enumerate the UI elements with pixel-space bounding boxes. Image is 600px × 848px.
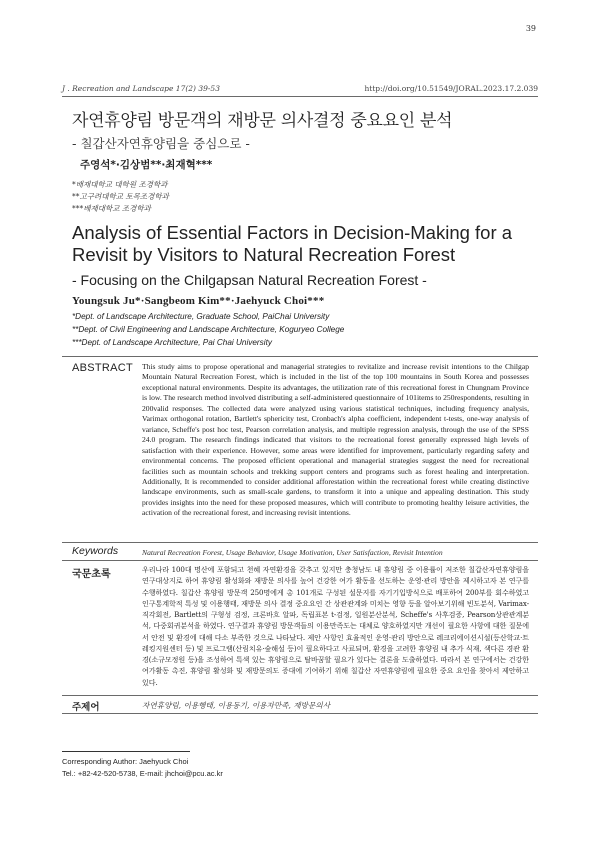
page-number: 39 [525, 24, 536, 33]
running-header [62, 84, 538, 93]
keywords-label: Keywords [72, 545, 119, 557]
korean-subtitle: - 칠갑산자연휴양림을 중심으로 - [72, 136, 250, 151]
abstract-text: This study aims to propose operational and managerial strategies to revitalize and increase revisit intentions to the Chilgap Mountain Natural Recreation Forest, which is included in the list of the top 100 mountains in South Korea and possesses exceptional natural environments. Despite its advantages, the utilization rate of this recreational forest in Chungnam Province is low. The research method involved distributing a self-administered questionnaire of 101items to 250respondents, resulting in 200valid responses. The collected data were analyzed using various statistical techniques, including frequency analysis, Varimax orthogonal rotation, Bartlett's sphericity test, Cronbach's alpha coefficient, independent t-tests, one-way analysis of variance, Scheffe's post hoc test, Pearson correlation analysis, and multiple regression analysis, through the use of the SPSS 24.0 program. The research findings indicated that visitors to the recreational forest generally expressed high levels of satisfaction with their experience. However, some areas were identified for improvement, particularly regarding safety and environmental concerns. The proposed efficient operational and managerial strategies suggest the need for recreational facilities such as mountain schools and trekking support centers and programs such as forest healing and interpretation. Additionally, It is recommended to consider additional afforestation within the recreational forest while creating distinctive landscape environments, such as small-scale gardens, to transform it into a unique and appealing destination. This study provides insights into the need for these proposed measures, which will contribute to promoting healthy leisure activities, the activation of the recreational forest, and increasing revisit intentions. [142, 362, 529, 518]
korean-authors: 주영석*·김상범**·최재혁*** [80, 159, 213, 171]
korean-affiliation-1: *배재대학교 대학원 조경학과 [72, 180, 168, 189]
abstract-label: ABSTRACT [72, 362, 134, 374]
doi-link[interactable]: http://doi.org/10.51549/JORAL.2023.17.2.039 [364, 84, 538, 93]
keywords-text: Natural Recreation Forest, Usage Behavior, Usage Motivation, User Satisfaction, Revisit Intention [142, 548, 443, 557]
abstract-top-rule [62, 356, 538, 357]
korean-keywords-bottom-rule [62, 713, 538, 714]
keywords-top-rule [62, 542, 538, 543]
korean-abstract-label: 국문초록 [72, 569, 111, 580]
english-affiliation-1: *Dept. of Landscape Architecture, Graduate School, PaiChai University [72, 312, 330, 321]
header-rule [62, 96, 538, 97]
korean-affiliation-2: **고구려대학교 토목조경학과 [72, 192, 169, 201]
korean-keywords-text: 자연휴양림, 이용행태, 이용동기, 이용자만족, 재방문의사 [142, 701, 331, 710]
english-affiliation-3: ***Dept. of Landscape Architecture, Pai Chai University [72, 338, 272, 347]
corresponding-author: Corresponding Author: Jaehyuck Choi [62, 757, 189, 766]
english-affiliation-2: **Dept. of Civil Engineering and Landscape Architecture, Koguryeo College [72, 325, 345, 334]
english-subtitle: - Focusing on the Chilgapsan Natural Recreation Forest - [72, 272, 427, 288]
footnote-rule [62, 751, 190, 752]
author-contact: Tel.: +82-42-520-5738, E-mail: jhchoi@pcu.ac.kr [62, 769, 223, 778]
english-authors: Youngsuk Ju*·Sangbeom Kim**·Jaehyuck Choi*** [72, 295, 325, 307]
korean-abstract-text: 우리나라 100대 명산에 포함되고 천혜 자연환경을 갖추고 있지만 충청남도 내 휴양림 중 이용률이 저조한 칠갑산자연휴양림을 연구대상지로 하여 휴양림 활성화와 재방문 의사를 높여 건강한 여가 활동을 선도하는 운영·관리 방안을 제시하고자 본 연구를 수행하였다. 칠갑산 휴양림 방문객 250명에게 총 101개로 구성된 설문지를 자기기입방식으로 배포하여 200부를 회수하였고 인구통계학적 특성 및 이용행태, 재방문 의사 결정 중요요인 간 상관관계와 미치는 영향 등을 알아보기위해 빈도분석, Varimax-직각회전, Bartlett의 구형성 검정, 크론바흐 알파, 독립표본 t-검정, 일원분산분석, Scheffe's 사후검증, Pearson상관관계분석, 다중회귀분석을 하였다. 연구결과 휴양림 방문객들의 이용만족도는 대체로 양호하였지만 개선이 필요한 사항에 대한 질문에서 안전 및 환경에 대해 다소 부족한 것으로 나타났다. 제안 사항인 효율적인 운영·관리 방안으로 레크리에이션시설(등산학교·트레킹지원센터 등) 및 프로그램(산림치유·숲해설 등)이 필요하다고 사료되며, 환경을 고려한 휴양림 내 추가 식재, 색다른 경관 환경(소규모정원 등)을 조성하여 특색 있는 휴양림으로 탈바꿈할 필요가 있다는 결론을 도출하였다. 따라서 본 연구에서는 건강한 여가활동 촉진, 휴양림 활성화 및 재방문의도 증대에 기여하기 위해 칠갑산 자연휴양림에 필요한 중요 요인을 찾아서 제안하고 있다. [142, 565, 529, 687]
journal-citation: J . Recreation and Landscape 17(2) 39-53 [62, 84, 220, 93]
korean-title: 자연휴양림 방문객의 재방문 의사결정 중요요인 분석 [72, 111, 453, 131]
keywords-bottom-rule [62, 560, 538, 561]
korean-keywords-label: 주제어 [72, 702, 100, 713]
korean-keywords-top-rule [62, 695, 538, 696]
korean-affiliation-3: ***배재대학교 조경학과 [72, 204, 151, 213]
english-title: Analysis of Essential Factors in Decision-Making for a Revisit by Visitors to Natural Recreation Forest [72, 222, 513, 265]
